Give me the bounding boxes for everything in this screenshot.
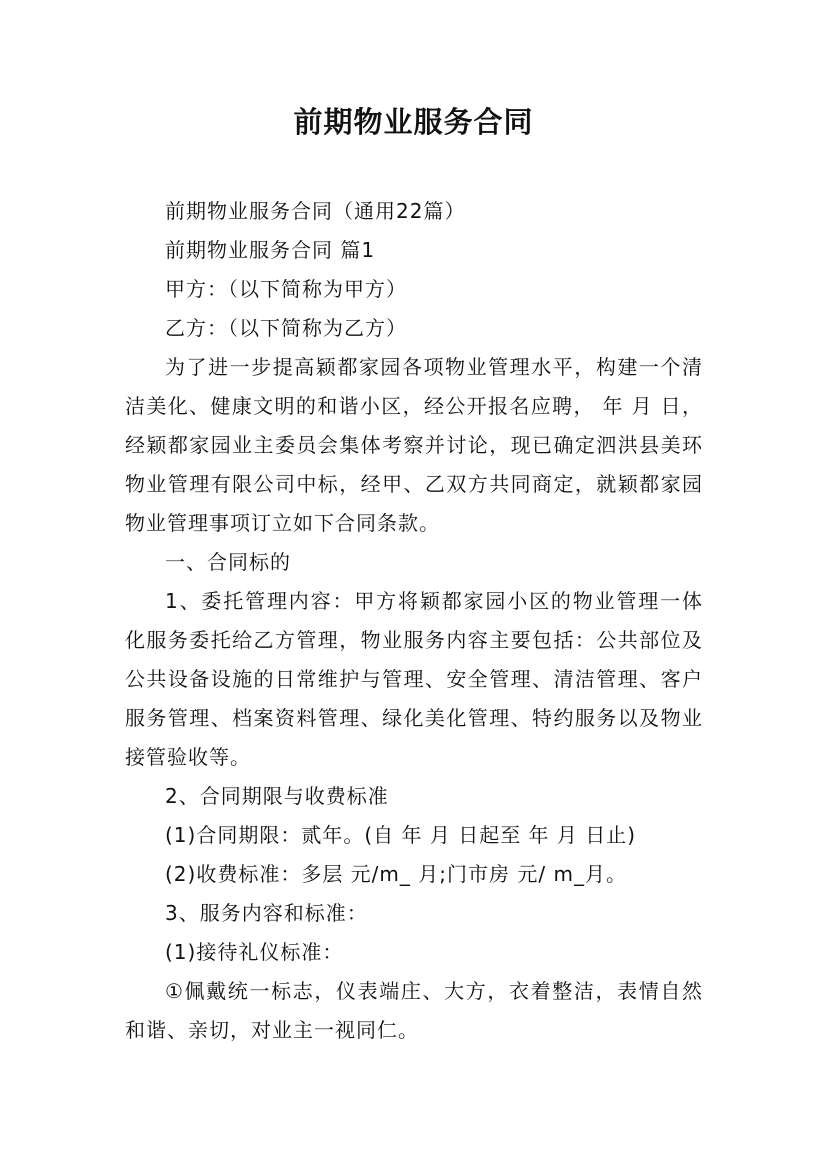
document-body bbox=[125, 192, 703, 1050]
document-title: 前期物业服务合同 bbox=[293, 105, 534, 139]
party-a-line: 甲方：（以下简称为甲方） bbox=[165, 277, 407, 301]
document-subtitle: 前期物业服务合同（通用22篇） bbox=[165, 199, 466, 223]
preamble-paragraph: 为了进一步提高颖都家园各项物业管理水平，构建一个清洁美化、健康文明的和谐小区，经公开报名应聘， 年 月 日，经颖都家园业主委员会集体考察并讨论，现已确定泗洪县美环物业管理有限公司中标，经甲、乙双方共同商定，就颖都家园物业管理事项订立如下合同条款。 bbox=[125, 355, 703, 535]
clause-item: (2)收费标准：多层 元/m_ 月;门市房 元/ m_月。 bbox=[165, 862, 627, 886]
party-b-line: 乙方：（以下简称为乙方） bbox=[165, 316, 407, 340]
section-heading: 前期物业服务合同 篇1 bbox=[165, 238, 376, 262]
clause-heading: 3、服务内容和标准： bbox=[165, 901, 368, 925]
clause-heading: 一、合同标的 bbox=[165, 550, 291, 574]
clause-heading: 2、合同期限与收费标准 bbox=[165, 784, 389, 808]
clause-paragraph: 1、委托管理内容：甲方将颖都家园小区的物业管理一体化服务委托给乙方管理，物业服务内容主要包括：公共部位及公共设备设施的日常维护与管理、安全管理、清洁管理、客户服务管理、档案资料管理、绿化美化管理、特约服务以及物业接管验收等。 bbox=[125, 589, 703, 769]
clause-paragraph: ①佩戴统一标志，仪表端庄、大方，衣着整洁，表情自然和谐、亲切，对业主一视同仁。 bbox=[125, 979, 703, 1042]
clause-item: (1)合同期限：贰年。(自 年 月 日起至 年 月 日止) bbox=[165, 823, 637, 847]
clause-item: (1)接待礼仪标准： bbox=[165, 940, 344, 964]
